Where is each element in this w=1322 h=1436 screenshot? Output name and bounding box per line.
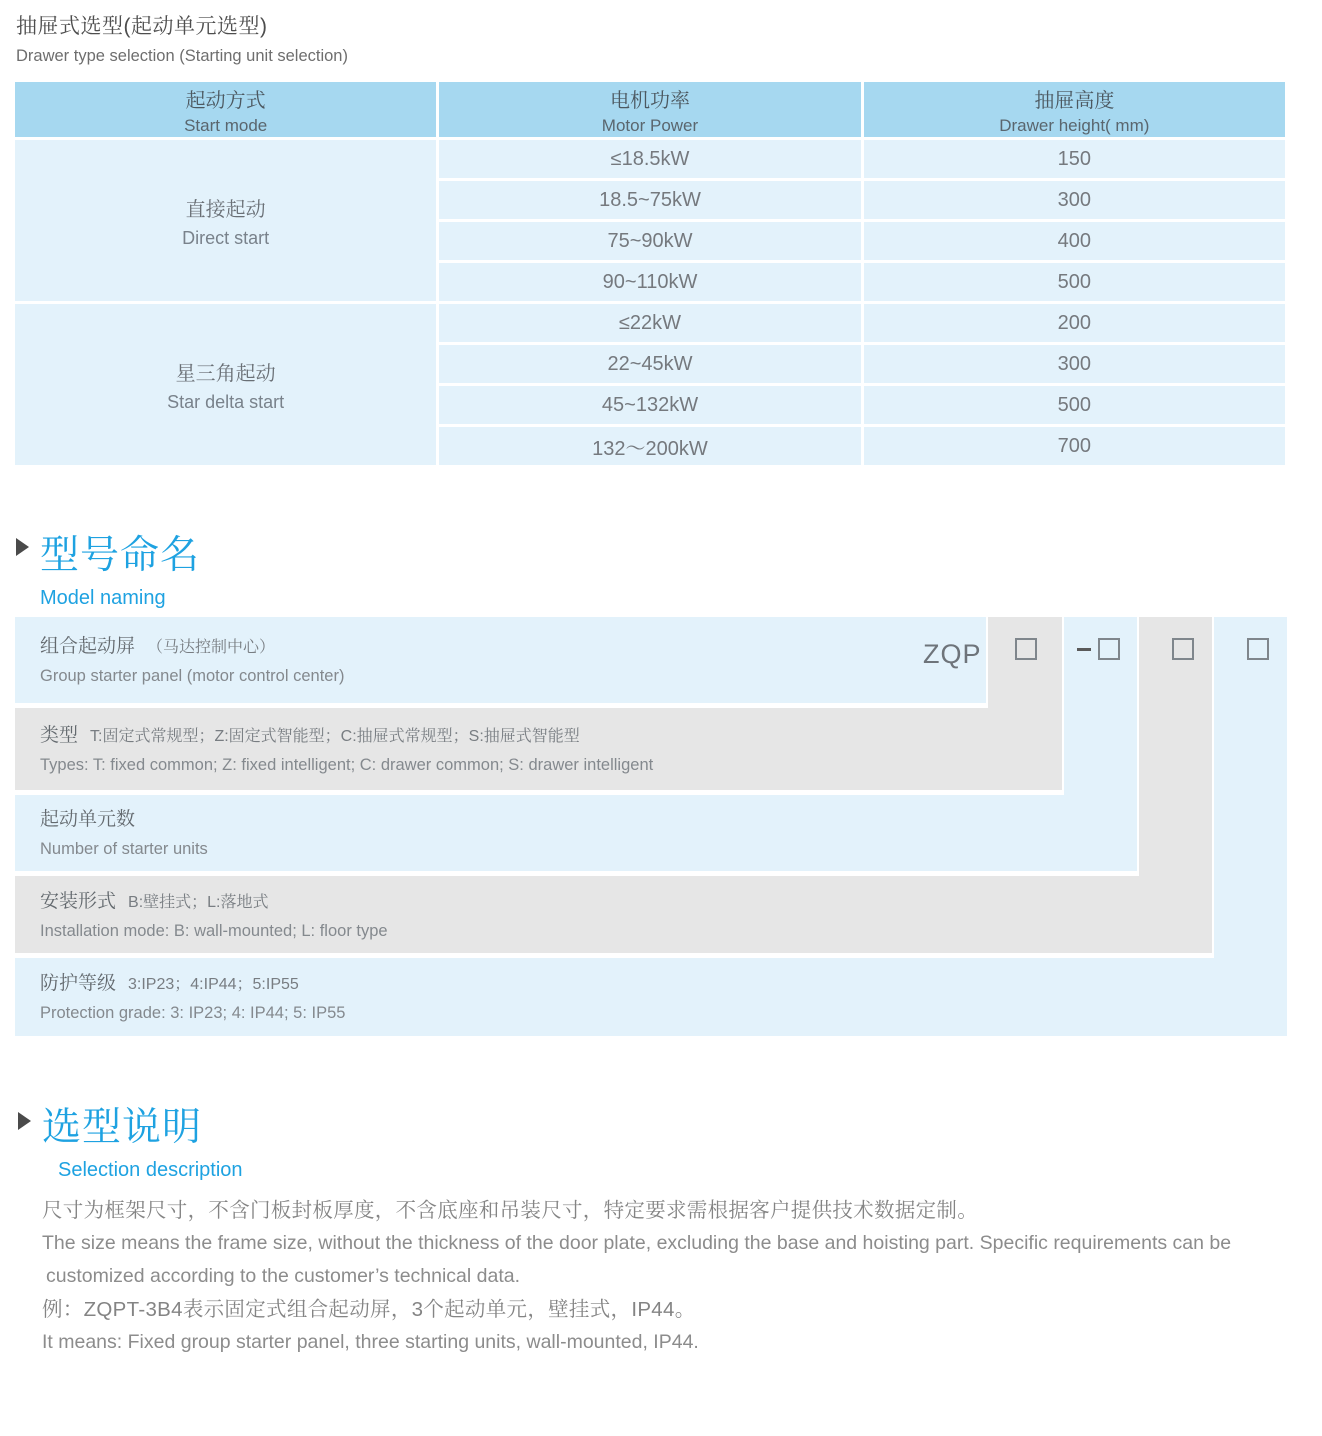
- row-label-en: Installation mode: B: wall-mounted; L: floor type: [40, 921, 388, 940]
- row-label-en: Group starter panel (motor control center): [40, 667, 345, 685]
- col-header-motor-power: [439, 82, 860, 137]
- section-model-naming-heading: [16, 524, 200, 610]
- section-heading-cn: 选型说明: [42, 1106, 203, 1149]
- height-cell: 700: [864, 427, 1285, 465]
- power-cell: 132～200kW: [439, 427, 860, 465]
- col-header-en: Start mode: [184, 115, 268, 135]
- height-cell: 300: [864, 181, 1285, 219]
- page-title-cn: 抽屉式选型(起动单元选型): [16, 15, 268, 38]
- row-label-cn: 安装形式: [40, 890, 117, 912]
- model-code-prefix: ZQP: [923, 639, 982, 669]
- diagram-row-group-starter-panel: [15, 617, 986, 703]
- col-header-start-mode: [15, 82, 436, 137]
- selection-description-text: [42, 1194, 1297, 1359]
- description-line: 尺寸为框架尺寸，不含门板封板厚度，不含底座和吊装尺寸，特定要求需根据客户提供技术数据定制。: [42, 1199, 978, 1222]
- section-selection-description-heading: [18, 1096, 243, 1182]
- height-cell: 500: [864, 386, 1285, 424]
- page-title: [16, 10, 348, 66]
- row-label-cn: 组合起动屏: [40, 636, 136, 657]
- diagram-row-type: [15, 708, 1062, 790]
- height-cell: 300: [864, 345, 1285, 383]
- col-header-cn: 电机功率: [609, 89, 690, 112]
- row-label-en: Types: T: fixed common; Z: fixed intelligent; C: drawer common; S: drawer intelligent: [40, 756, 654, 774]
- table-header-row: [15, 82, 1285, 137]
- mode-cell-direct-start: [15, 140, 436, 301]
- power-cell: 18.5~75kW: [439, 181, 860, 219]
- triangle-right-icon: [16, 538, 29, 556]
- mode-label-en: Direct start: [182, 227, 270, 248]
- code-column-type: [988, 617, 1062, 708]
- row-detail-cn: （马达控制中心）: [147, 639, 276, 656]
- row-label-en: Protection grade: 3: IP23; 4: IP44; 5: IP55: [40, 1004, 346, 1022]
- height-cell: 150: [864, 140, 1285, 178]
- power-cell: 90~110kW: [439, 263, 860, 301]
- power-cell: 75~90kW: [439, 222, 860, 260]
- triangle-right-icon: [18, 1112, 31, 1130]
- power-cell: ≤22kW: [439, 304, 860, 342]
- height-cell: 400: [864, 222, 1285, 260]
- power-cell: 45~132kW: [439, 386, 860, 424]
- table-row: [15, 140, 1285, 178]
- row-detail-cn: T:固定式常规型；Z:固定式智能型；C:抽屉式常规型；S:抽屉式智能型: [90, 728, 580, 745]
- mode-label-en: Star delta start: [167, 391, 285, 412]
- mode-label-cn: 星三角起动: [175, 362, 276, 385]
- row-label-en: Number of starter units: [40, 840, 208, 858]
- table-row: [15, 304, 1285, 342]
- code-column-protection: [1214, 617, 1287, 958]
- row-label-cn: 防护等级: [40, 973, 117, 994]
- diagram-row-installation-mode: [15, 876, 1212, 953]
- model-code-placeholder-box: [1015, 638, 1037, 660]
- model-code-dash: [1077, 648, 1091, 651]
- col-header-drawer-height: [864, 82, 1285, 137]
- power-cell: ≤18.5kW: [439, 140, 860, 178]
- col-header-en: Motor Power: [601, 115, 699, 135]
- drawer-selection-table: [12, 79, 1288, 468]
- row-label-cn: 起动单元数: [40, 809, 136, 830]
- row-detail-cn: B:壁挂式；L:落地式: [128, 893, 269, 911]
- mode-label-cn: 直接起动: [185, 198, 266, 221]
- section-heading-en: Selection description: [58, 1159, 243, 1181]
- description-line: It means: Fixed group starter panel, three starting units, wall-mounted, IP44.: [42, 1331, 699, 1353]
- height-cell: 200: [864, 304, 1285, 342]
- model-code-placeholder-box: [1247, 638, 1269, 660]
- col-header-en: Drawer height( mm): [999, 115, 1150, 135]
- model-code-placeholder-box: [1172, 638, 1194, 660]
- power-cell: 22~45kW: [439, 345, 860, 383]
- model-code-placeholder-box: [1098, 638, 1120, 660]
- page-title-en: Drawer type selection (Starting unit selection): [16, 47, 348, 65]
- height-cell: 500: [864, 263, 1285, 301]
- col-header-cn: 起动方式: [185, 89, 266, 112]
- description-line: 例：ZQPT-3B4表示固定式组合起动屏，3个起动单元，壁挂式，IP44。: [42, 1298, 696, 1321]
- description-line: customized according to the customer’s technical data.: [46, 1265, 521, 1287]
- description-line: The size means the frame size, without the thickness of the door plate, excluding the base and hoisting part. Specific requirements can be: [42, 1232, 1232, 1254]
- section-heading-cn: 型号命名: [40, 534, 201, 577]
- diagram-row-protection-grade: [15, 958, 1287, 1036]
- diagram-row-starter-units: [15, 795, 1137, 871]
- section-heading-en: Model naming: [40, 587, 166, 609]
- row-label-cn: 类型: [40, 725, 79, 746]
- model-naming-diagram: [15, 617, 1287, 1037]
- mode-cell-star-delta-start: [15, 304, 436, 465]
- col-header-cn: 抽屉高度: [1034, 89, 1115, 112]
- row-detail-cn: 3:IP23；4:IP44；5:IP55: [128, 976, 299, 993]
